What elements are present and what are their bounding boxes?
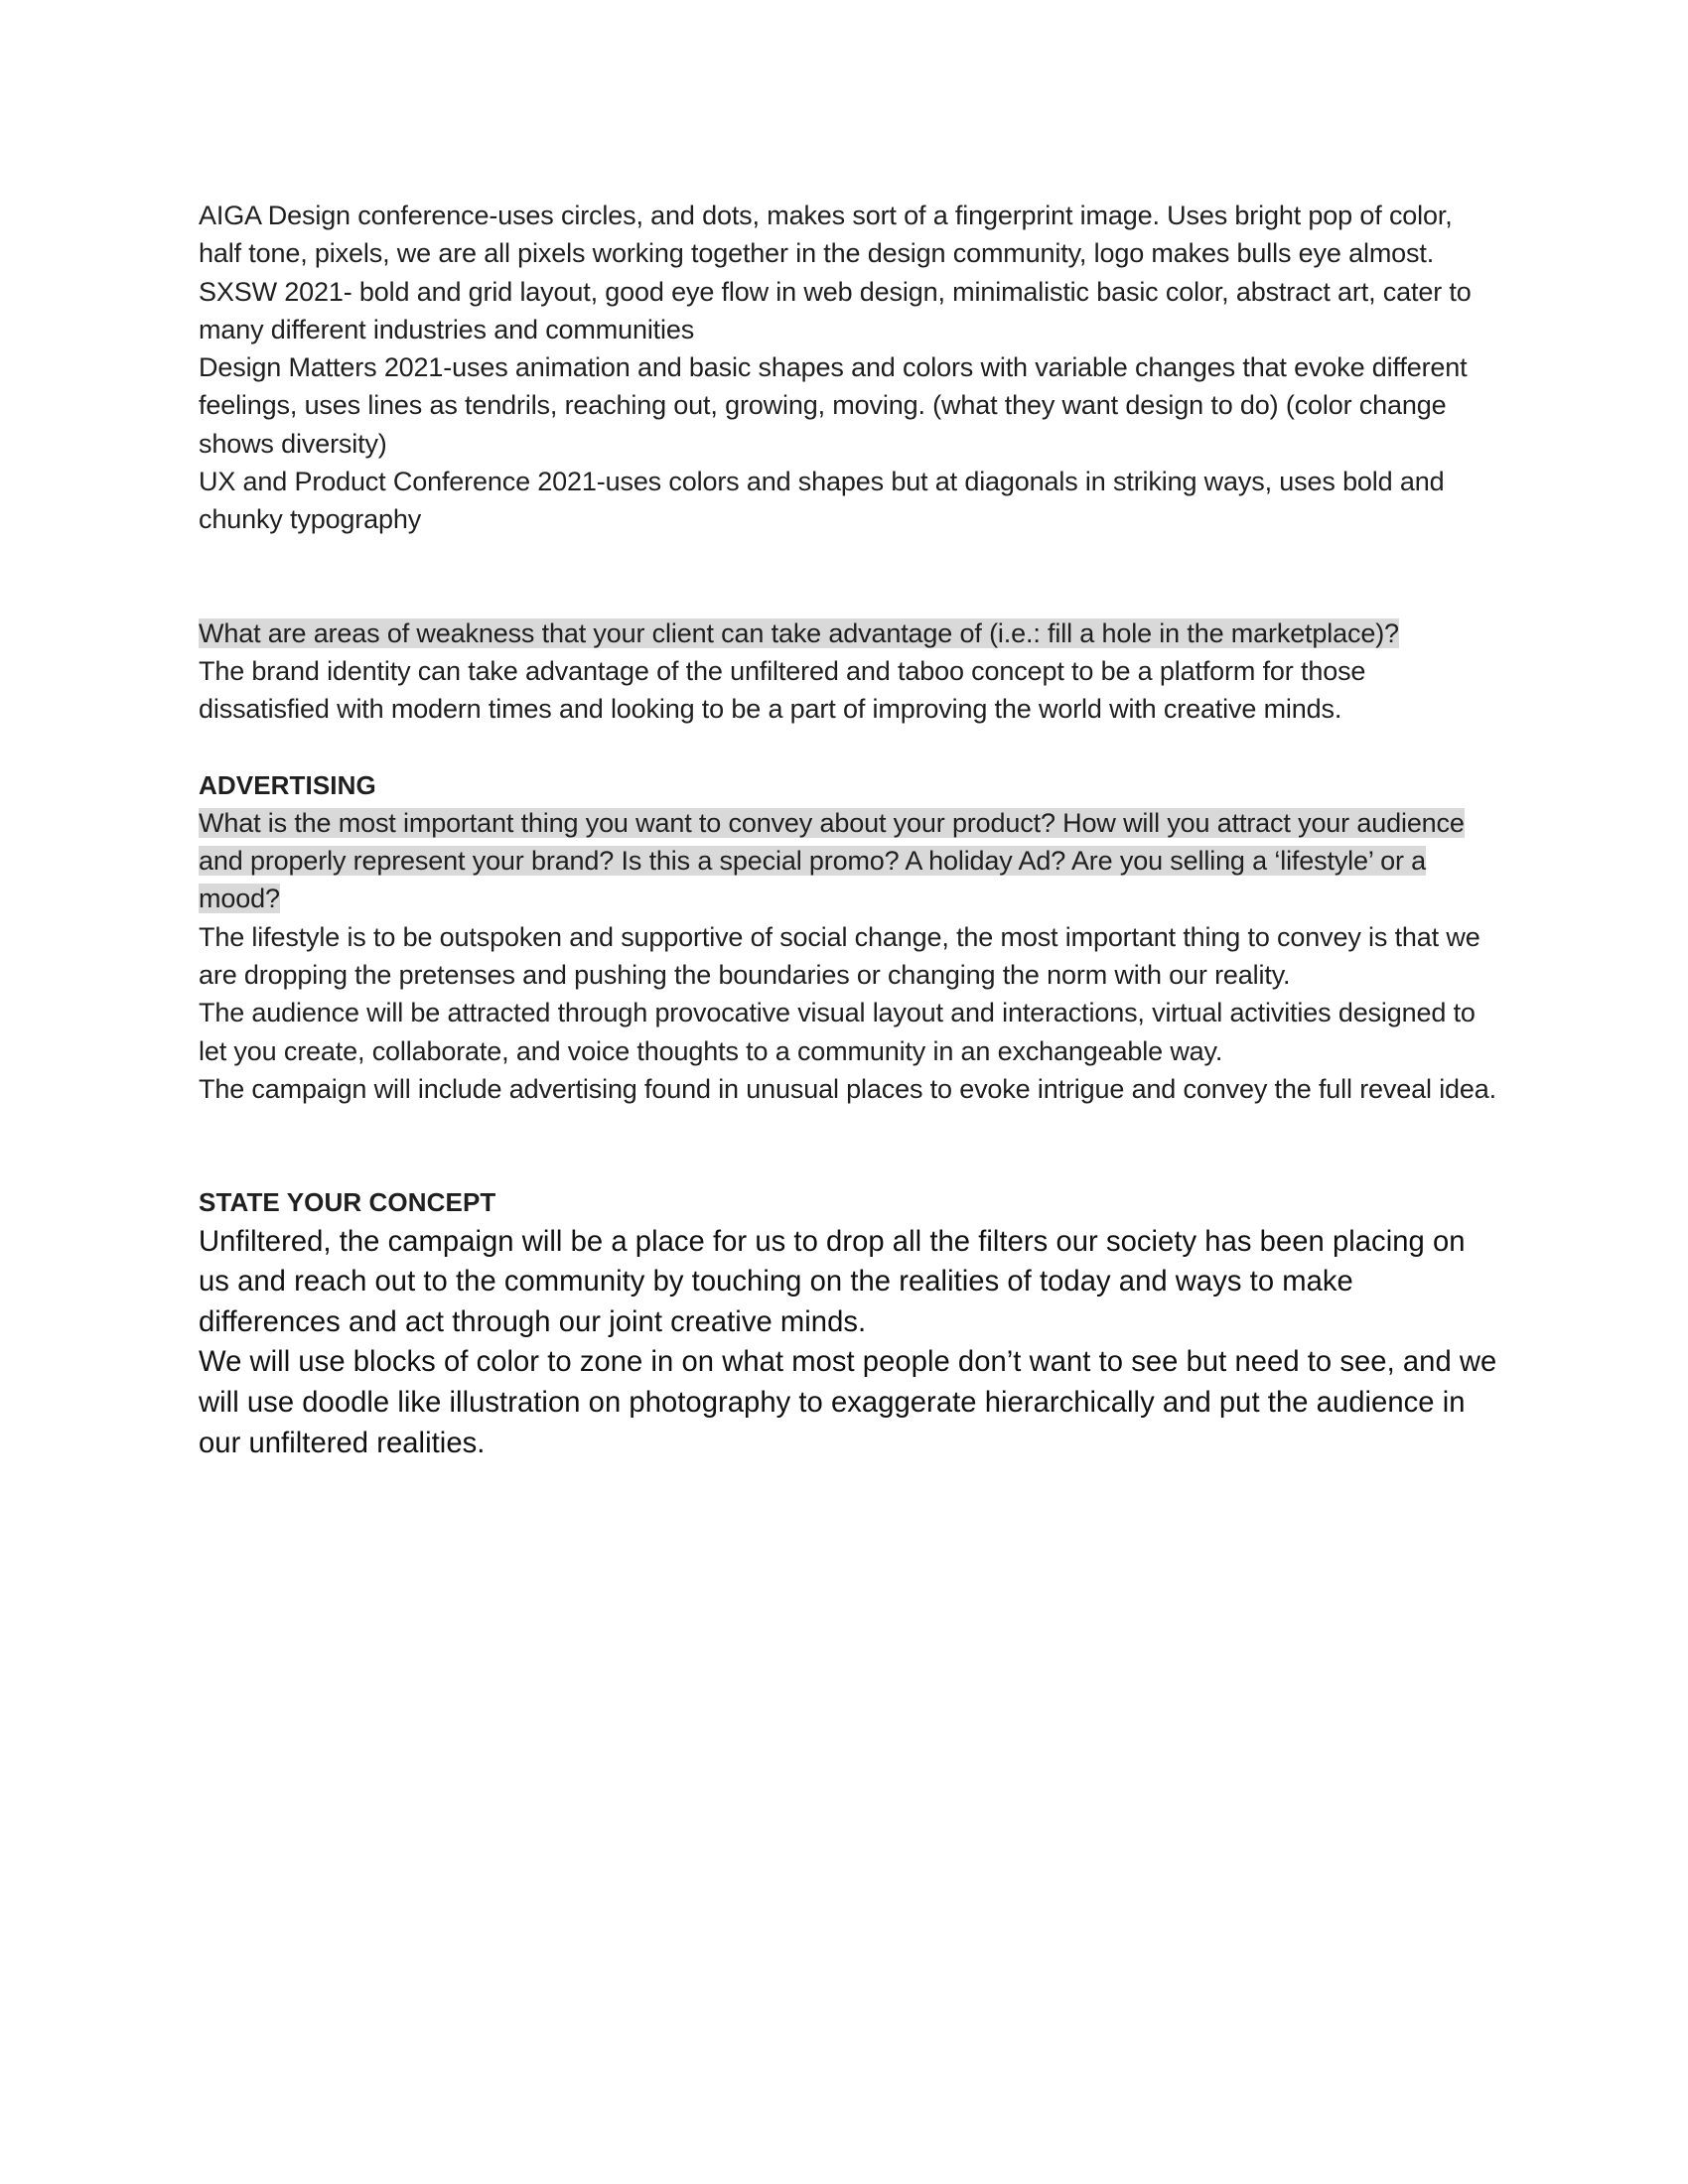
- spacer: [199, 729, 1499, 766]
- advertising-answer-2: The audience will be attracted through provocative visual layout and interactions, virtual activities designed to let you create, collaborate, and voice thoughts to a community in an exchangeable way.: [199, 998, 1476, 1066]
- advertising-answer-1: The lifestyle is to be outspoken and supportive of social change, the most important thing to convey is that we are dropping the pretenses and pushing the boundaries or changing the norm with our reality.: [199, 921, 1480, 991]
- concept-paragraph-2: We will use blocks of color to zone in on what most people don’t want to see but need to see, and we will use doodle like illustration on photography to exaggerate hierarchically and put the audience in our unfiltered realities.: [199, 1346, 1497, 1459]
- document-page: [199, 197, 1499, 1463]
- spacer: [199, 539, 1499, 614]
- research-ux-product: UX and Product Conference 2021-uses colors and shapes but at diagonals in striking ways, uses bold and chunky typography: [199, 467, 1445, 535]
- advertising-question-highlight: What is the most important thing you want to convey about your product? How will you attract your audience and properly represent your brand? Is this a special promo? A holiday Ad? Are you selling a ‘lifestyle’ or a mood?: [199, 807, 1465, 914]
- advertising-answer-3: The campaign will include advertising found in unusual places to evoke intrigue and convey the full reveal idea.: [199, 1073, 1497, 1104]
- spacer: [199, 1108, 1499, 1183]
- research-aiga: AIGA Design conference-uses circles, and dots, makes sort of a fingerprint image. Uses bright pop of color, half tone, pixels, we are all pixels working together in the design community, logo makes bulls eye almost.: [199, 201, 1453, 269]
- weakness-question-highlight: What are areas of weakness that your client can take advantage of (i.e.: fill a hole in the marketplace)?: [199, 617, 1399, 648]
- research-design-matters: Design Matters 2021-uses animation and basic shapes and colors with variable changes that evoke different feelings, uses lines as tendrils, reaching out, growing, moving. (what they want design to do) (color change shows diversity): [199, 352, 1468, 459]
- concept-paragraph-1: Unfiltered, the campaign will be a place for us to drop all the filters our society has been placing on us and reach out to the community by touching on the realities of today and ways to make differences and act through our joint creative minds.: [199, 1225, 1466, 1338]
- advertising-question: [199, 804, 1499, 918]
- research-sxsw: SXSW 2021- bold and grid layout, good eye flow in web design, minimalistic basic color, abstract art, cater to many different industries and communities: [199, 276, 1472, 344]
- weakness-answer: The brand identity can take advantage of the unfiltered and taboo concept to be a platform for those dissatisfied with modern times and looking to be a part of improving the world with creative minds.: [199, 655, 1366, 725]
- weakness-question: [199, 614, 1499, 652]
- advertising-heading: ADVERTISING: [199, 769, 376, 800]
- concept-heading: STATE YOUR CONCEPT: [199, 1187, 496, 1218]
